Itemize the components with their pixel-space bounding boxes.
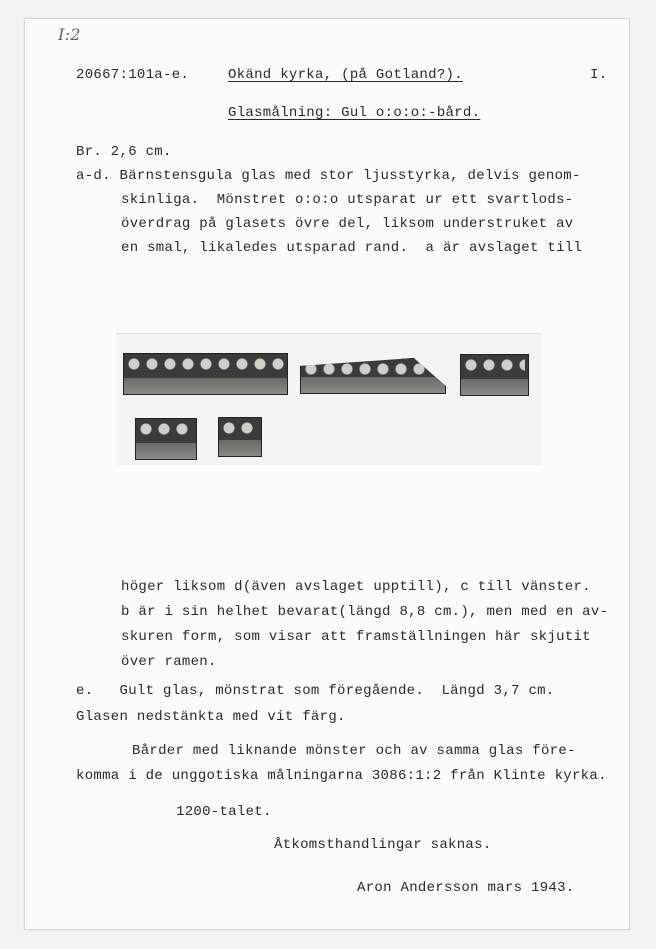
handwritten-note: I:2 [58,25,81,44]
catalog-number: 20667:101a-e. [76,67,190,83]
description-line: överdrag på glasets övre del, liksom understruket av [121,216,574,232]
description-line: en smal, likaledes utsparad rand. a är avslaget till [121,240,583,256]
acquisition-note: Åtkomsthandlingar saknas. [274,837,492,853]
signature: Aron Andersson mars 1943. [357,880,575,896]
description-line: a-d. Bärnstensgula glas med stor ljusstyrka, delvis genom- [76,168,581,184]
fragment-e [218,417,262,457]
fragment-b [300,358,446,394]
comparison-paragraph: komma i de unggotiska målningarna 3086:1:2 från Klinte kyrka. [76,768,607,784]
splash-line: Glasen nedstänkta med vit färg. [76,709,346,725]
fragment-e-line: e. Gult glas, mönstrat som föregående. Längd 3,7 cm. [76,683,555,699]
fragment-c [460,354,529,396]
description-line: höger liksom d(även avslaget upptill), c till vänster. [121,579,591,595]
description-line: skinliga. Mönstret o:o:o utsparat ur ett svartlods- [121,192,574,208]
location-title: Okänd kyrka, (på Gotland?). [228,67,463,83]
fragment-d [135,418,197,460]
fragment-a [123,353,288,395]
breadth-line: Br. 2,6 cm. [76,144,172,160]
roman-numeral: I. [590,67,608,83]
glass-fragments-photo [116,333,541,465]
subtitle: Glasmålning: Gul o:o:o:-bård. [228,105,481,121]
description-line: b är i sin helhet bevarat(längd 8,8 cm.), men med en av- [121,604,609,620]
dating: 1200-talet. [176,804,272,820]
comparison-paragraph: Bårder med liknande mönster och av samma glas före- [132,743,576,759]
description-line: över ramen. [121,654,217,670]
description-line: skuren form, som visar att framställningen här skjutit [121,629,591,645]
